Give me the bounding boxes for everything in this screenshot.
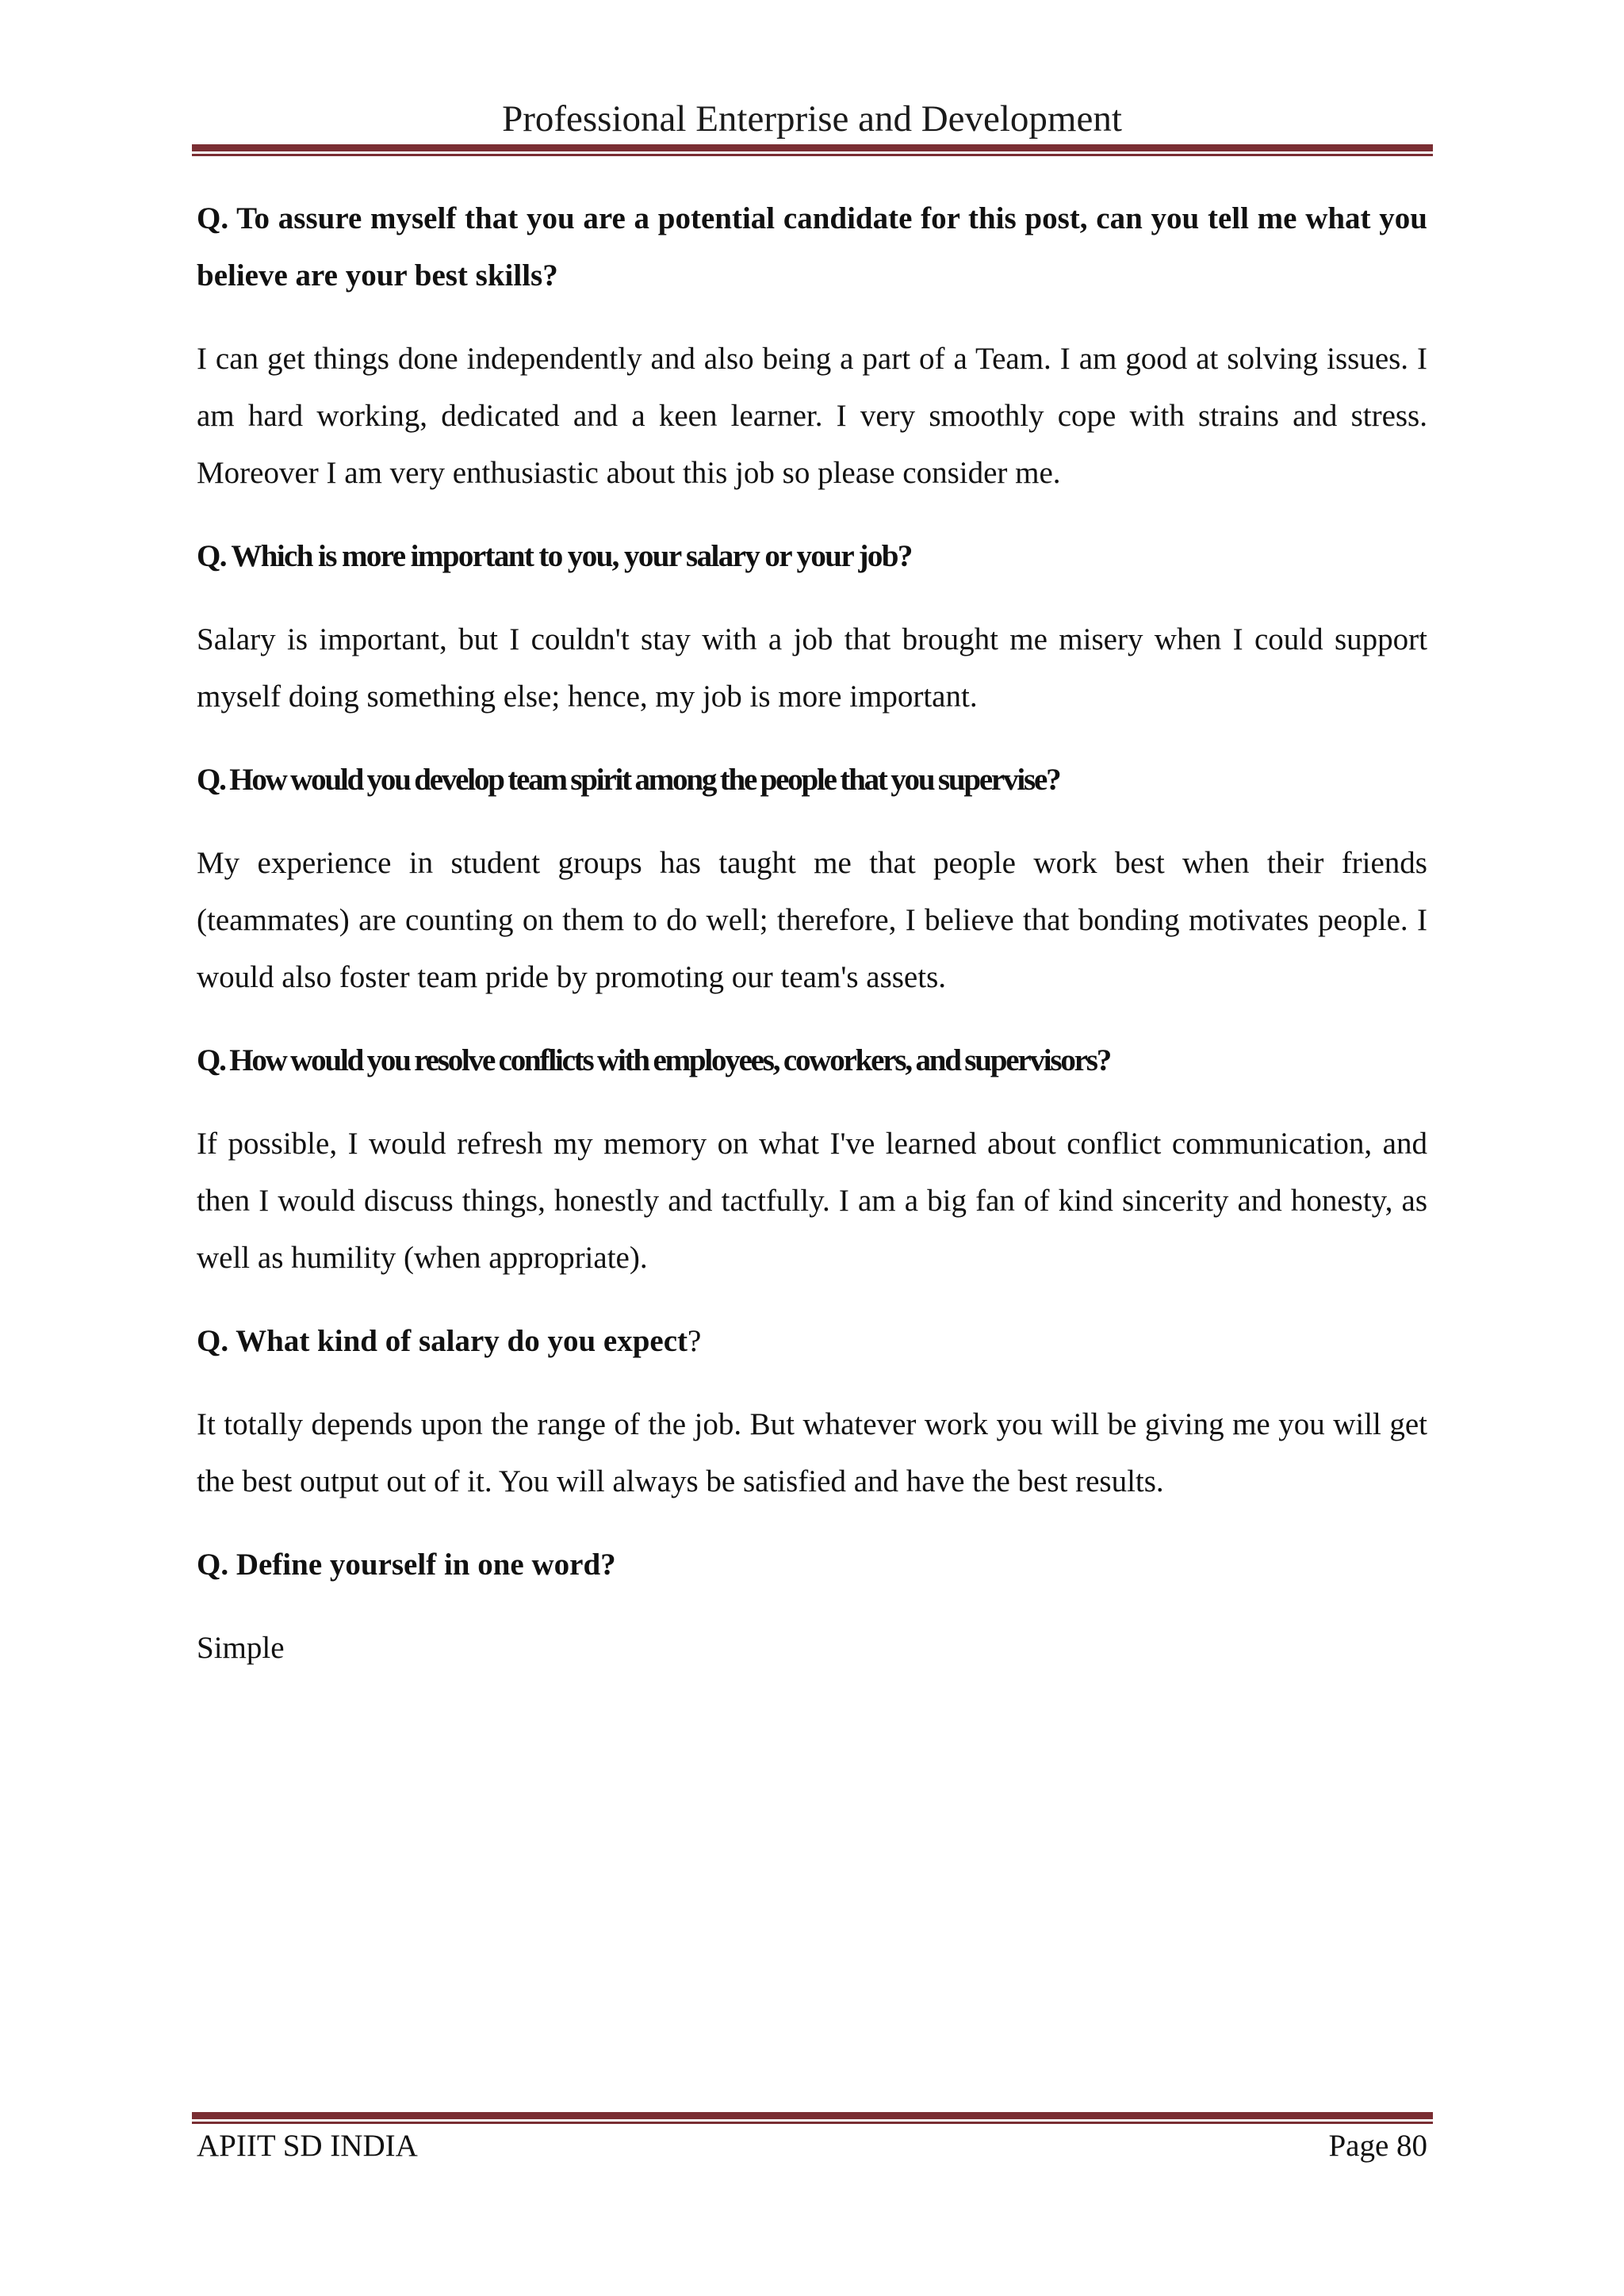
question-best-skills: Q. To assure myself that you are a potential candidate for this post, can you tell me what you believe are your best skills? [197, 201, 1427, 293]
answer-define-yourself: Simple [197, 1631, 285, 1665]
page-header-title: Professional Enterprise and Development [502, 98, 1122, 140]
question-team-spirit: Q. How would you develop team spirit among the people that you supervise? [197, 763, 1060, 797]
answer-resolve-conflicts: If possible, I would refresh my memory on what I've learned about conflict communication, and then I would discuss things, honestly and tactfully. I am a big fan of kind sincerity and honesty, as well as humility (when appropriate). [197, 1127, 1427, 1275]
question-expected-salary-mark: ? [688, 1324, 702, 1358]
document-body [197, 190, 1427, 1703]
answer-expected-salary: It totally depends upon the range of the job. But whatever work you will be giving me you will get the best output out of it. You will always be satisfied and have the best results. [197, 1407, 1427, 1498]
footer-rule [192, 2112, 1433, 2124]
question-salary-or-job: Q. Which is more important to you, your salary or your job? [197, 539, 912, 573]
answer-salary-or-job: Salary is important, but I couldn't stay with a job that brought me misery when I could support myself doing something else; hence, my job is more important. [197, 622, 1427, 714]
question-resolve-conflicts: Q. How would you resolve conflicts with employees, coworkers, and supervisors? [197, 1043, 1111, 1077]
question-define-yourself: Q. Define yourself in one word? [197, 1548, 616, 1582]
question-expected-salary-text: Q. What kind of salary do you expect [197, 1324, 688, 1358]
answer-team-spirit: My experience in student groups has taught me that people work best when their friends (teammates) are counting on them to do well; therefore, I believe that bonding motivates people. I would also foster team pride by promoting our team's assets. [197, 846, 1427, 994]
footer-page-number: Page 80 [1328, 2129, 1427, 2163]
footer-institution: APIIT SD INDIA [197, 2129, 418, 2163]
answer-best-skills: I can get things done independently and also being a part of a Team. I am good at solving issues. I am hard working, dedicated and a keen learner. I very smoothly cope with strains and stress. Moreover I am very enthusiastic about this job so please consider me. [197, 342, 1427, 490]
header-rule [192, 144, 1433, 156]
question-expected-salary [197, 1313, 1427, 1370]
